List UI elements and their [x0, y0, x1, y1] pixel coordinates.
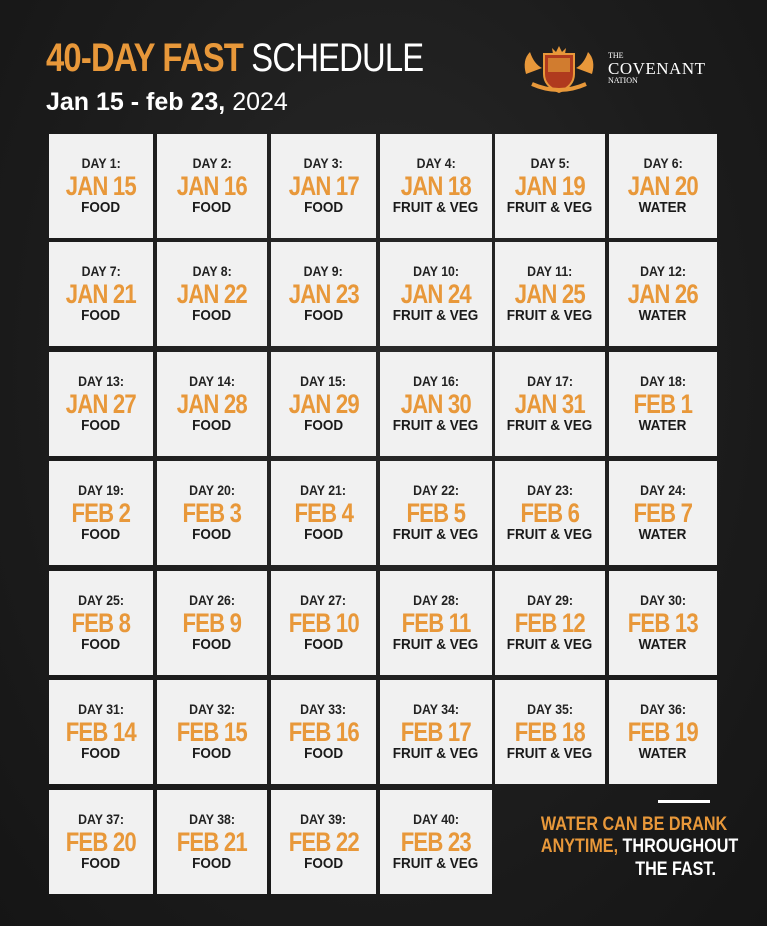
- day-date: JAN 19: [514, 170, 586, 201]
- day-meal-type: FOOD: [303, 635, 344, 653]
- day-cell: [49, 571, 153, 675]
- day-date: FEB 3: [182, 497, 242, 528]
- day-date: JAN 29: [288, 388, 359, 419]
- day-date: JAN 24: [400, 278, 472, 309]
- day-cell: [380, 571, 492, 675]
- day-number: DAY 29:: [527, 591, 573, 608]
- day-cell: [271, 790, 376, 894]
- note-divider: [658, 800, 710, 803]
- page-title: [46, 36, 423, 81]
- day-meal-type: FRUIT & VEG: [393, 306, 479, 324]
- covenant-nation-logo: [520, 38, 720, 98]
- day-cell: [380, 242, 492, 346]
- day-date: FEB 21: [176, 826, 248, 857]
- day-meal-type: WATER: [639, 416, 687, 434]
- day-date: FEB 14: [65, 716, 137, 747]
- day-meal-type: FOOD: [303, 525, 344, 543]
- day-date: JAN 20: [627, 170, 699, 201]
- day-meal-type: FRUIT & VEG: [393, 744, 479, 762]
- day-meal-type: FRUIT & VEG: [393, 416, 479, 434]
- day-cell: [49, 242, 153, 346]
- day-cell: [49, 352, 153, 456]
- day-number: DAY 23:: [527, 481, 573, 498]
- note-line-2-accent: ANYTIME,: [540, 836, 619, 858]
- day-date: JAN 23: [288, 278, 359, 309]
- logo-wordmark: [608, 52, 706, 85]
- day-meal-type: WATER: [639, 635, 687, 653]
- day-date: FEB 16: [288, 716, 359, 747]
- day-meal-type: FOOD: [192, 306, 232, 324]
- day-meal-type: FRUIT & VEG: [393, 198, 479, 216]
- day-cell: [157, 242, 267, 346]
- day-number: DAY 17:: [527, 372, 573, 389]
- day-number: DAY 19:: [78, 481, 124, 498]
- logo-line-3: NATION: [608, 75, 638, 85]
- day-number: DAY 12:: [640, 262, 686, 279]
- day-number: DAY 32:: [189, 700, 235, 717]
- day-meal-type: WATER: [639, 306, 687, 324]
- day-date: FEB 19: [627, 716, 699, 747]
- day-number: DAY 38:: [189, 810, 235, 827]
- day-cell: [495, 461, 605, 565]
- day-cell: [609, 352, 717, 456]
- day-date: JAN 26: [627, 278, 699, 309]
- day-meal-type: FOOD: [81, 854, 121, 872]
- day-meal-type: FRUIT & VEG: [393, 525, 479, 543]
- day-cell: [495, 134, 605, 238]
- day-date: FEB 7: [633, 497, 693, 528]
- day-number: DAY 16:: [413, 372, 459, 389]
- day-number: DAY 18:: [640, 372, 686, 389]
- day-number: DAY 4:: [416, 154, 456, 171]
- day-cell: [271, 242, 376, 346]
- day-meal-type: FRUIT & VEG: [507, 198, 593, 216]
- day-meal-type: FOOD: [303, 744, 344, 762]
- day-meal-type: FOOD: [303, 306, 344, 324]
- day-date: FEB 5: [406, 497, 466, 528]
- day-cell: [271, 352, 376, 456]
- day-number: DAY 22:: [413, 481, 459, 498]
- day-cell: [271, 680, 376, 784]
- day-cell: [495, 352, 605, 456]
- day-number: DAY 27:: [300, 591, 347, 608]
- day-number: DAY 26:: [189, 591, 235, 608]
- day-number: DAY 25:: [78, 591, 124, 608]
- title-rest: SCHEDULE: [251, 36, 424, 80]
- day-number: DAY 20:: [189, 481, 235, 498]
- day-number: DAY 34:: [413, 700, 459, 717]
- day-cell: [609, 242, 717, 346]
- day-meal-type: FRUIT & VEG: [507, 744, 593, 762]
- day-meal-type: FOOD: [192, 525, 232, 543]
- day-cell: [609, 571, 717, 675]
- note-line-2-rest: THROUGHOUT: [622, 836, 739, 858]
- date-range-year: 2024: [232, 88, 288, 116]
- day-meal-type: FRUIT & VEG: [507, 306, 593, 324]
- day-cell: [609, 461, 717, 565]
- day-meal-type: FOOD: [192, 198, 232, 216]
- day-date: FEB 12: [514, 607, 586, 638]
- day-cell: [157, 571, 267, 675]
- title-accent: 40-DAY FAST: [46, 36, 243, 80]
- day-number: DAY 11:: [527, 262, 573, 279]
- note-text: [540, 814, 739, 881]
- day-date: JAN 21: [65, 278, 137, 309]
- day-number: DAY 3:: [303, 154, 344, 171]
- day-date: FEB 23: [400, 826, 472, 857]
- day-meal-type: FRUIT & VEG: [507, 635, 593, 653]
- day-meal-type: WATER: [639, 744, 687, 762]
- day-date: JAN 25: [514, 278, 586, 309]
- day-meal-type: FOOD: [192, 416, 232, 434]
- day-cell: [380, 680, 492, 784]
- note-line-1: WATER CAN BE DRANK: [540, 814, 728, 835]
- day-cell: [49, 680, 153, 784]
- day-meal-type: FRUIT & VEG: [393, 854, 479, 872]
- day-number: DAY 39:: [300, 810, 347, 827]
- day-cell: [271, 571, 376, 675]
- day-number: DAY 14:: [189, 372, 235, 389]
- day-number: DAY 30:: [640, 591, 686, 608]
- day-number: DAY 21:: [300, 481, 347, 498]
- day-number: DAY 2:: [192, 154, 232, 171]
- day-date: FEB 8: [71, 607, 131, 638]
- water-note: [510, 800, 739, 881]
- day-date: FEB 1: [633, 388, 693, 419]
- logo-line-1: THE: [608, 50, 624, 60]
- day-cell: [495, 571, 605, 675]
- day-date: JAN 16: [176, 170, 248, 201]
- day-date: FEB 18: [514, 716, 586, 747]
- day-number: DAY 33:: [300, 700, 347, 717]
- day-meal-type: FOOD: [192, 635, 232, 653]
- day-meal-type: WATER: [639, 198, 687, 216]
- day-cell: [380, 461, 492, 565]
- day-number: DAY 40:: [413, 810, 459, 827]
- note-line-3: THE FAST.: [635, 858, 716, 880]
- day-date: JAN 31: [514, 388, 586, 419]
- day-cell: [157, 461, 267, 565]
- day-number: DAY 6:: [643, 154, 683, 171]
- day-number: DAY 37:: [78, 810, 124, 827]
- day-meal-type: WATER: [639, 525, 687, 543]
- day-number: DAY 5:: [530, 154, 570, 171]
- day-cell: [380, 134, 492, 238]
- day-date: JAN 27: [65, 388, 137, 419]
- logo-line-2: COVENANT: [608, 58, 706, 78]
- day-number: DAY 15:: [300, 372, 347, 389]
- day-number: DAY 7:: [81, 262, 121, 279]
- day-date: FEB 22: [288, 826, 359, 857]
- day-number: DAY 35:: [527, 700, 573, 717]
- day-date: FEB 4: [294, 497, 353, 528]
- day-cell: [157, 134, 267, 238]
- day-meal-type: FOOD: [81, 198, 121, 216]
- date-range-text: Jan 15 - feb 23,: [46, 88, 226, 116]
- day-date: JAN 15: [65, 170, 137, 201]
- day-number: DAY 9:: [303, 262, 344, 279]
- day-number: DAY 1:: [81, 154, 121, 171]
- day-cell: [157, 680, 267, 784]
- day-cell: [495, 680, 605, 784]
- day-date: FEB 17: [400, 716, 472, 747]
- day-meal-type: FOOD: [192, 744, 232, 762]
- day-date: FEB 10: [288, 607, 359, 638]
- day-meal-type: FOOD: [303, 416, 344, 434]
- day-meal-type: FOOD: [303, 854, 344, 872]
- day-number: DAY 13:: [78, 372, 124, 389]
- day-date: FEB 15: [176, 716, 248, 747]
- day-cell: [495, 242, 605, 346]
- day-cell: [157, 352, 267, 456]
- day-date: FEB 20: [65, 826, 137, 857]
- day-cell: [609, 134, 717, 238]
- day-meal-type: FRUIT & VEG: [507, 525, 593, 543]
- day-cell: [49, 134, 153, 238]
- day-date: FEB 6: [520, 497, 580, 528]
- day-date: JAN 28: [176, 388, 248, 419]
- day-cell: [271, 134, 376, 238]
- day-meal-type: FOOD: [303, 198, 344, 216]
- crest-icon: [520, 40, 598, 96]
- day-meal-type: FOOD: [81, 525, 121, 543]
- day-cell: [49, 790, 153, 894]
- day-meal-type: FOOD: [81, 416, 121, 434]
- day-date: FEB 9: [182, 607, 242, 638]
- day-cell: [380, 790, 492, 894]
- day-meal-type: FRUIT & VEG: [393, 635, 479, 653]
- day-date: JAN 22: [176, 278, 248, 309]
- day-cell: [380, 352, 492, 456]
- day-number: DAY 24:: [640, 481, 686, 498]
- day-date: JAN 17: [288, 170, 359, 201]
- date-range: [46, 88, 288, 117]
- day-date: JAN 18: [400, 170, 472, 201]
- day-cell: [609, 680, 717, 784]
- day-number: DAY 10:: [413, 262, 459, 279]
- day-meal-type: FRUIT & VEG: [507, 416, 593, 434]
- day-meal-type: FOOD: [192, 854, 232, 872]
- day-date: FEB 13: [627, 607, 699, 638]
- day-number: DAY 8:: [192, 262, 232, 279]
- day-cell: [49, 461, 153, 565]
- day-meal-type: FOOD: [81, 635, 121, 653]
- day-number: DAY 28:: [413, 591, 459, 608]
- day-date: FEB 11: [401, 607, 471, 638]
- day-date: FEB 2: [71, 497, 131, 528]
- day-cell: [157, 790, 267, 894]
- day-number: DAY 31:: [78, 700, 124, 717]
- day-meal-type: FOOD: [81, 306, 121, 324]
- day-cell: [271, 461, 376, 565]
- day-meal-type: FOOD: [81, 744, 121, 762]
- day-date: JAN 30: [400, 388, 472, 419]
- day-number: DAY 36:: [640, 700, 686, 717]
